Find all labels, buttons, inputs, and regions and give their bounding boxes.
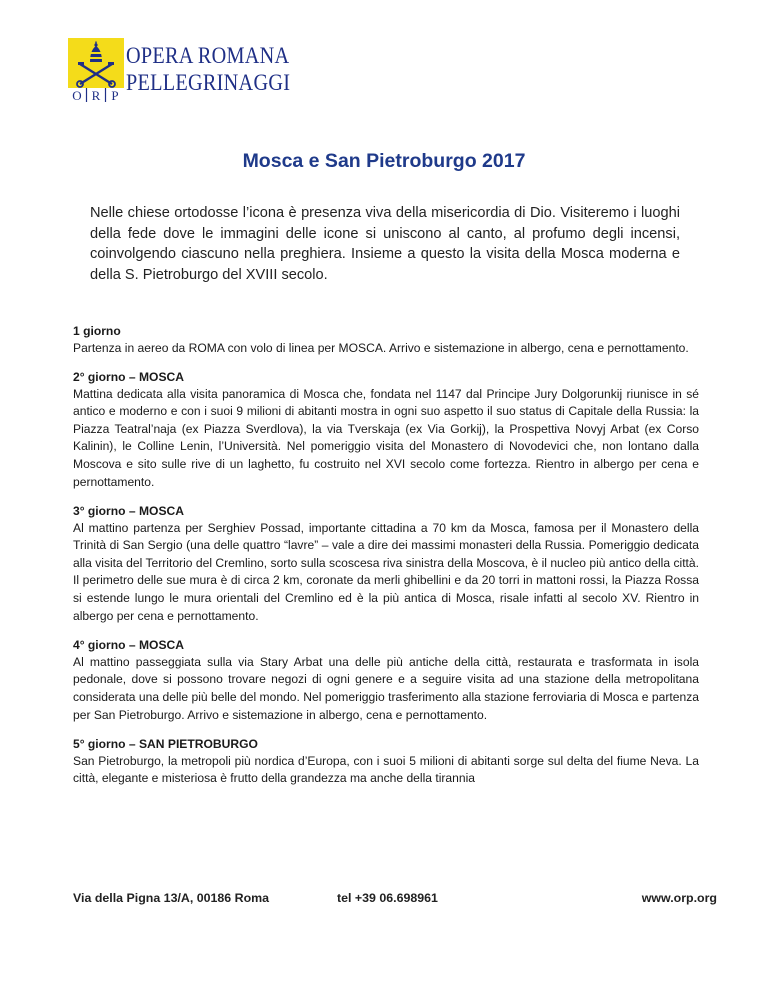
- papal-emblem-icon: [68, 38, 124, 102]
- day-title: 4° giorno – MOSCA: [73, 638, 184, 653]
- day-title: 2° giorno – MOSCA: [73, 370, 184, 385]
- logo-initial-r: R: [91, 88, 101, 102]
- intro-paragraph: Nelle chiese ortodosse l’icona è presenza viva della misericordia di Dio. Visiteremo i luoghi della fede dove le immagini delle icone si uniscono al canto, al profumo degli incensi, coinvolgendo ciascuno nella preghiera. Insieme a questo la visita della Mosca moderna e della S. Pietroburgo del XVIII secolo.: [90, 205, 680, 283]
- day-text: Al mattino passeggiata sulla via Stary Arbat una delle più antiche della città, restaurata e trasformata in isola pedonale, dove si possono trovare negozi di ogni genere e a seguire visita ad una stazione della metropolitana considerata una delle più belle del mondo. Nel pomeriggio trasferimento alla stazione ferroviaria di Mosca e partenza per San Pietroburgo. Arrivo e sistemazione in albergo, cena e pernottamento.: [73, 654, 699, 722]
- day-text: San Pietroburgo, la metropoli più nordica d’Europa, con i suoi 5 milioni di abitanti sorge sul delta del fiume Neva. La città, elegante e misteriosa è frutto della grandezza ma anche della tirannia: [73, 753, 699, 786]
- day-section: [73, 736, 699, 788]
- day-section: [73, 369, 699, 491]
- day-title: 3° giorno – MOSCA: [73, 504, 184, 519]
- logo-initial-p: P: [111, 88, 119, 102]
- itinerary: [73, 323, 699, 800]
- orp-logo: [68, 38, 313, 102]
- day-section: [73, 323, 699, 357]
- logo-initial-o: O: [72, 88, 82, 102]
- logo-line-2: PELLEGRINAGGI: [126, 70, 291, 95]
- logo-wordmark: [126, 42, 313, 96]
- day-text: Mattina dedicata alla visita panoramica di Mosca che, fondata nel 1147 dal Principe Jury Dolgorunkij riunisce in sé antico e moderno e con i suoi 9 milioni di abitanti mostra in ogni suo aspetto il suo status di Capitale della Russia: la Piazza Teatral’naja (ex Piazza Sverdlova), la via Tverskaja (ex Via Gorkij), la Prospettiva Novyj Arbat (ex Corso Kalinin), le Colline Lenin, l’Università. Nel pomeriggio visita del Monastero di Novodevici che, non lontano dalla Moscova e sito sulle rive di un laghetto, fu costruito nel XVI secolo come fortezza. Rientro in albergo per cena e pernottamento.: [73, 386, 699, 489]
- footer-address: Via della Pigna 13/A, 00186 Roma: [73, 891, 270, 905]
- day-title: 5° giorno – SAN PIETROBURGO: [73, 737, 258, 752]
- footer-phone: tel +39 06.698961: [337, 891, 438, 905]
- logo-line-1: OPERA ROMANA: [126, 43, 290, 68]
- footer-website-link[interactable]: www.orp.org: [641, 891, 717, 905]
- day-section: [73, 637, 699, 724]
- day-text: Partenza in aereo da ROMA con volo di linea per MOSCA. Arrivo e sistemazione in albergo, cena e pernottamento.: [73, 340, 689, 355]
- page-title: Mosca e San Pietroburgo 2017: [242, 150, 526, 172]
- day-title: 1 giorno: [73, 324, 121, 338]
- day-text: Al mattino partenza per Serghiev Possad, importante cittadina a 70 km da Mosca, famosa per il Monastero della Trinità di San Sergio (una delle quattro “lavre” – vale a dire dei massimi monasteri della Russia. Pomeriggio dedicata alla visita del Territorio del Cremlino, sorto sulla scoscesa riva sinistra della Moscova, è il nucleo più antico della città. Il perimetro delle sue mura è di circa 2 km, coronate da merli ghibellini e da 20 torri in mattoni rossi, la Piazza Rossa si estende lungo le mura orientali del Cremlino ed è la più antica di Mosca, risale infatti al secolo XV. Rientro in albergo per cena e pernottamento.: [73, 520, 699, 623]
- day-section: [73, 503, 699, 625]
